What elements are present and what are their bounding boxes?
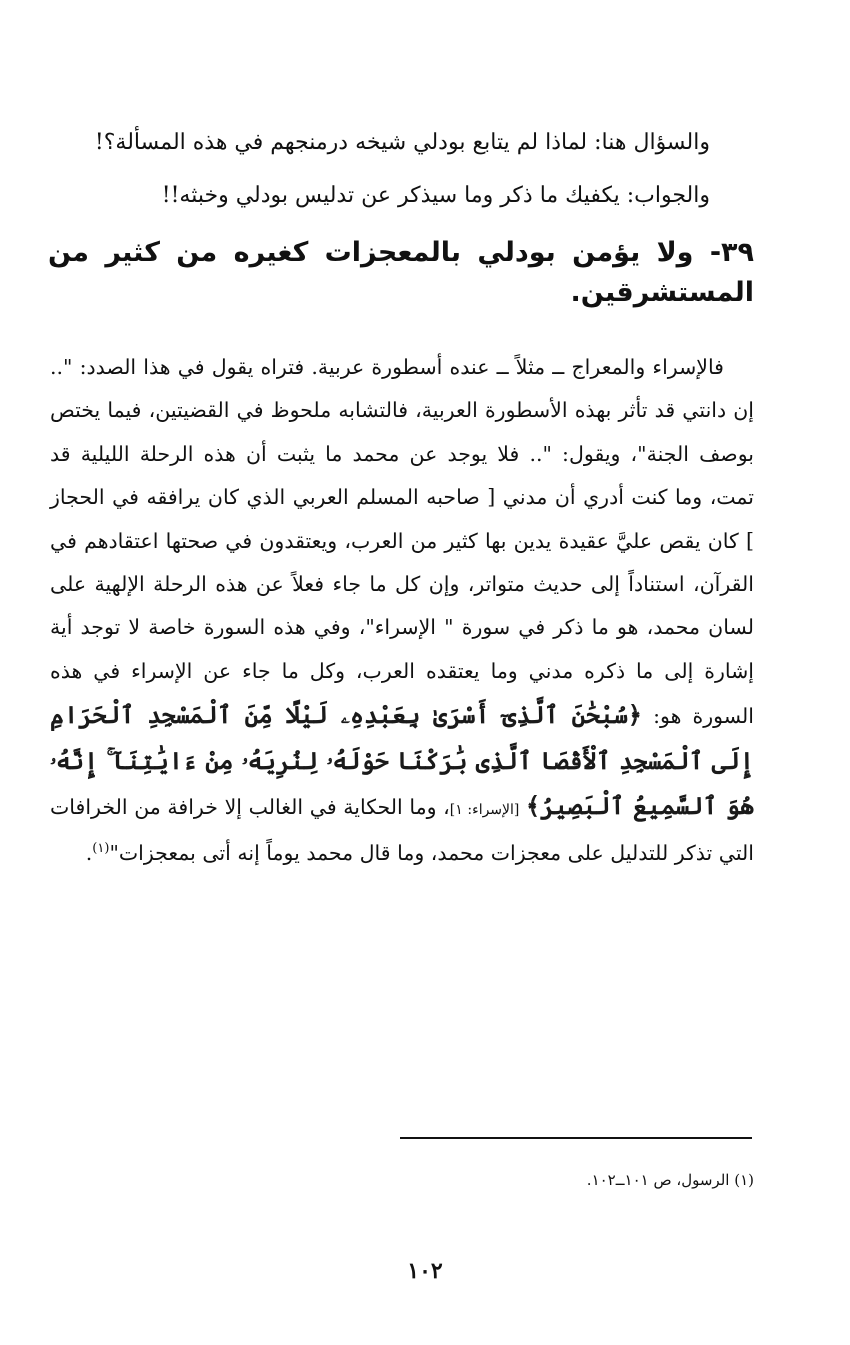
- footnote-separator: [400, 1137, 752, 1139]
- question-line: والسؤال هنا: لماذا لم يتابع بودلي شيخه درمنجهم في هذه المسألة؟!: [94, 130, 710, 155]
- paragraph-outro: ، وما الحكاية في الغالب إلا خرافة من الخرافات التي تذكر للتدليل على معجزات محمد، وما قال محمد يوماً إنه أتى بمعجزات": [50, 795, 754, 866]
- answer-line: والجواب: يكفيك ما ذكر وما سيذكر عن تدليس بودلي وخبثه!!: [161, 183, 710, 208]
- page-number: ١٠٢: [407, 1258, 443, 1284]
- quran-verse: ﴿سُبْحَٰنَ ٱلَّذِىٓ أَسْرَىٰ بِعَبْدِهِۦ لَيْلًا مِّنَ ٱلْمَسْجِدِ ٱلْحَرَامِ إِلَى ٱلْمَسْجِدِ ٱلْأَقْصَا ٱلَّذِى بَٰرَكْنَا حَوْلَهُۥ لِنُرِيَهُۥ مِنْ ءَايَٰتِنَآ ۚ إِنَّهُۥ هُوَ ٱلسَّمِيعُ ٱلْبَصِيرُ﴾: [50, 700, 754, 821]
- verse-reference: [الإسراء: ١]: [449, 802, 520, 819]
- section-heading: ٣٩- ولا يؤمن بودلي بالمعجزات كغيره من كثير من المستشرقين.: [48, 237, 754, 308]
- footnote-marker: (١): [92, 841, 110, 857]
- body-paragraph: [50, 346, 754, 876]
- paragraph-end: .: [85, 841, 93, 866]
- footnote: (١) الرسول، ص ١٠١ــ١٠٢.: [586, 1171, 754, 1189]
- paragraph-intro: فالإسراء والمعراج ــ مثلاً ــ عنده أسطورة عربية. فتراه يقول في هذا الصدد: ".. إن دانتي قد تأثر بهذه الأسطورة العربية، فالتشابه ملحوظ في القضيتين، فيما يختص بوصف الجنة"، ويقول: ".. فلا يوجد عن محمد ما يثبت أن هذه الرحلة الليلية قد تمت، وما كنت أدري أن مدني [ صاحبه المسلم العربي الذي كان يرافقه في الحجاز ] كان يقص عليَّ عقيدة يدين بها كثير من العرب، ويعتقدون في صحتها اعتقادهم في القرآن، استناداً إلى حديث متواتر، وإن كل ما جاء فعلاً عن هذه الرحلة الإلهية على لسان محمد، هو ما ذكر في سورة " الإسراء"، وفي هذه السورة خاصة لا توجد أية إشارة إلى ما ذكره مدني وما يعتقده العرب، وكل ما جاء عن الإسراء في هذه السورة هو:: [50, 355, 754, 729]
